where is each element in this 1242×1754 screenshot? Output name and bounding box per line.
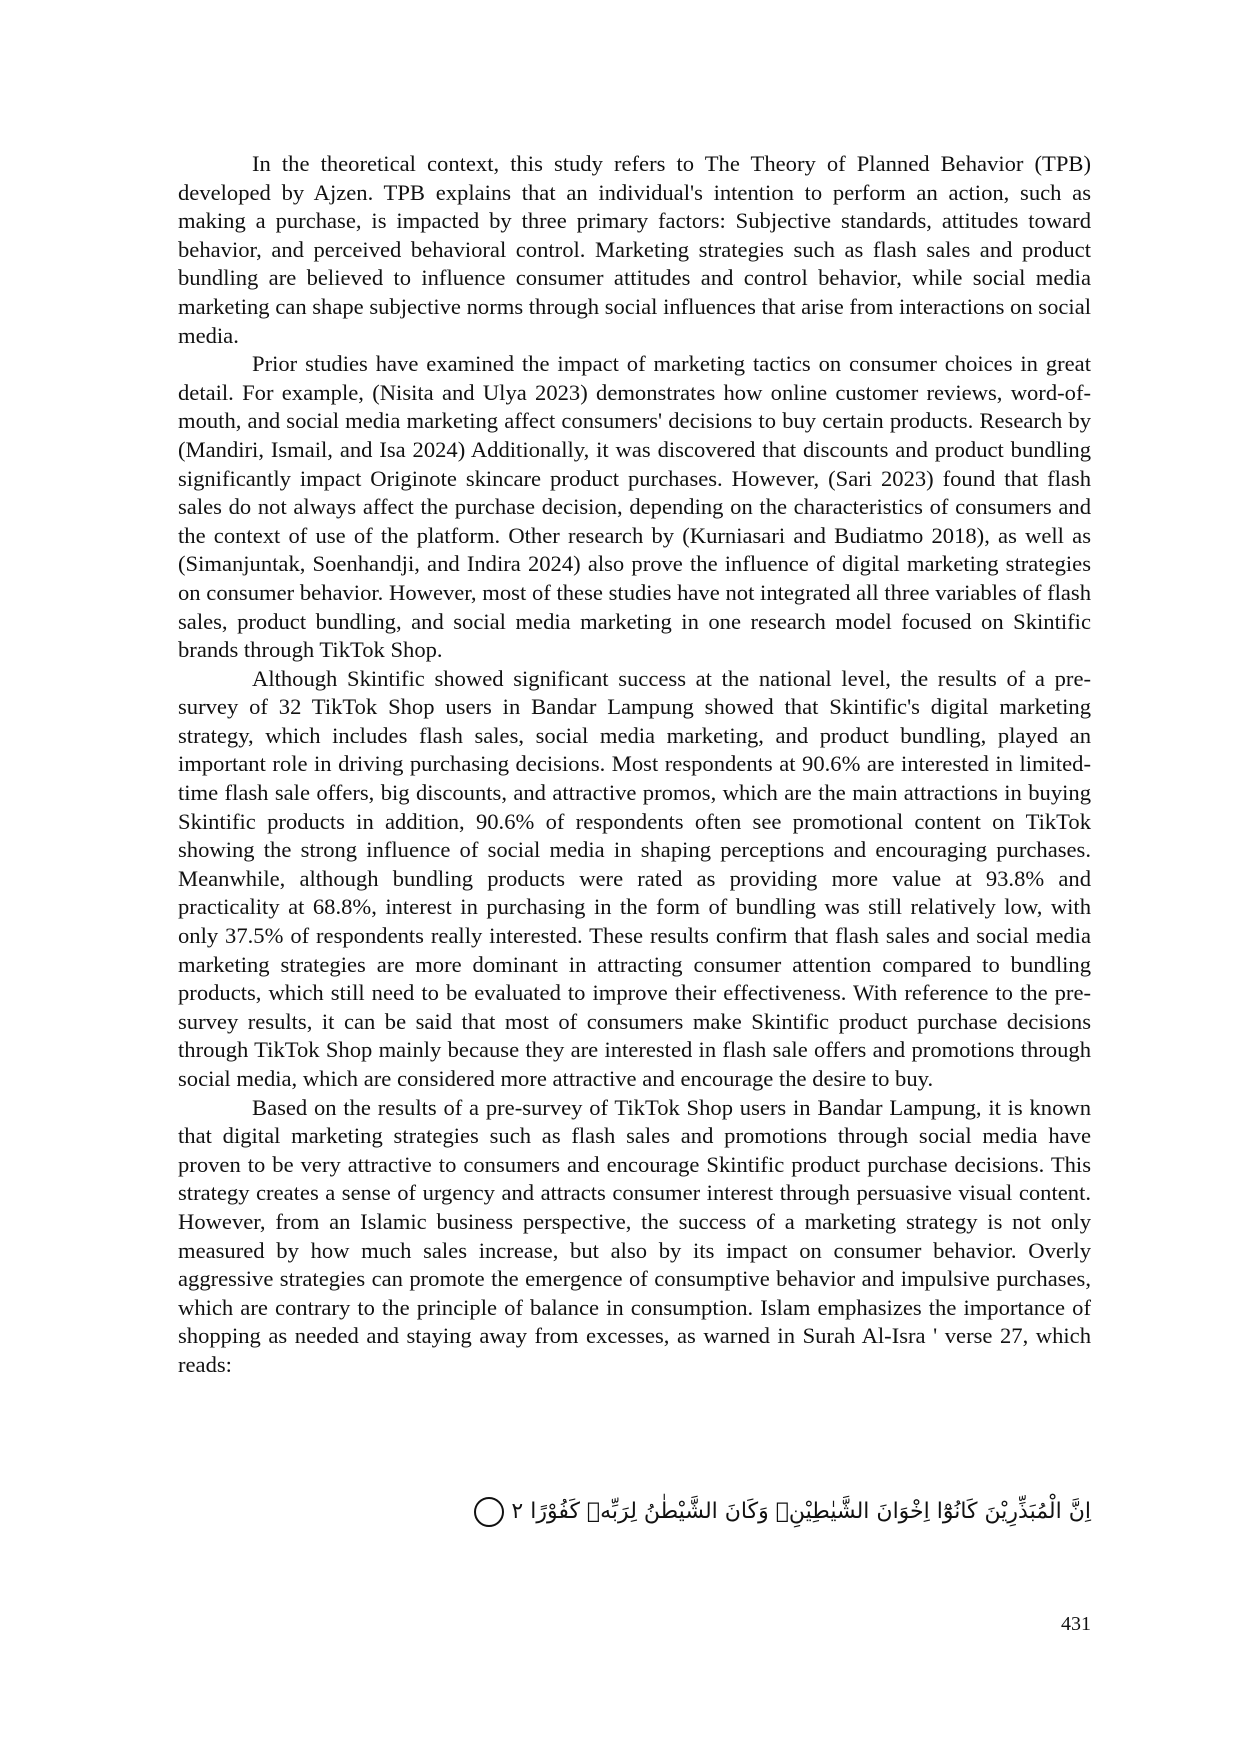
- quran-verse: [511, 1492, 1091, 1532]
- paragraph-theory: In the theoretical context, this study refers to The Theory of Planned Behavior (TPB) developed by Ajzen. TPB explains that an individual's intention to perform an action, such as making a purchase, is impacted by three primary factors: Subjective standards, attitudes toward behavior, and perceived behavioral control. Marketing strategies such as flash sales and product bundling are believed to influence consumer attitudes and control behavior, while social media marketing can shape subjective norms through social influences that arise from interactions on social media.: [178, 151, 1091, 348]
- verse-number: ٢: [511, 1499, 524, 1524]
- paragraph-prior-studies: Prior studies have examined the impact of marketing tactics on consumer choices in great detail. For example, (Nisita and Ulya 2023) demonstrates how online customer reviews, word-of-mouth, and social media marketing affect consumers' decisions to buy certain products. Research by (Mandiri, Ismail, and Isa 2024) Additionally, it was discovered that discounts and product bundling significantly impact Originote skincare product purchases. However, (Sari 2023) found that flash sales do not always affect the purchase decision, depending on the characteristics of consumers and the context of use of the platform. Other research by (Kurniasari and Budiatmo 2018), as well as (Simanjuntak, Soenhandji, and Indira 2024) also prove the influence of digital marketing strategies on consumer behavior. However, most of these studies have not integrated all three variables of flash sales, product bundling, and social media marketing in one research model focused on Skintific brands through TikTok Shop.: [178, 351, 1091, 663]
- verse-end-marker-icon: [474, 1497, 504, 1527]
- paragraph-islamic-perspective: Based on the results of a pre-survey of TikTok Shop users in Bandar Lampung, it is known that digital marketing strategies such as flash sales and promotions through social media have proven to be very attractive to consumers and encourage Skintific product purchase decisions. This strategy creates a sense of urgency and attracts consumer interest through persuasive visual content. However, from an Islamic business perspective, the success of a marketing strategy is not only measured by how much sales increase, but also by its impact on consumer behavior. Overly aggressive strategies can promote the emergence of consumptive behavior and impulsive purchases, which are contrary to the principle of balance in consumption. Islam emphasizes the importance of shopping as needed and staying away from excesses, as warned in Surah Al-Isra ' verse 27, which reads:: [178, 1094, 1091, 1377]
- page-body: [178, 150, 1091, 1380]
- verse-text: اِنَّ الْمُبَذِّرِيْنَ كَانُوْٓا اِخْوَانَ الشَّيٰطِيْنِۗ وَكَانَ الشَّيْطٰنُ لِرَبِّهٖ كَفُوْرًا: [530, 1499, 1091, 1524]
- paragraph-pre-survey: Although Skintific showed significant success at the national level, the results of a pre-survey of 32 TikTok Shop users in Bandar Lampung showed that Skintific's digital marketing strategy, which includes flash sales, social media marketing, and product bundling, played an important role in driving purchasing decisions. Most respondents at 90.6% are interested in limited-time flash sale offers, big discounts, and attractive promos, which are the main attractions in buying Skintific products in addition, 90.6% of respondents often see promotional content on TikTok showing the strong influence of social media in shaping perceptions and encouraging purchases. Meanwhile, although bundling products were rated as providing more value at 93.8% and practicality at 68.8%, interest in purchasing in the form of bundling was still relatively low, with only 37.5% of respondents really interested. These results confirm that flash sales and social media marketing strategies are more dominant in attracting consumer attention compared to bundling products, which still need to be evaluated to improve their effectiveness. With reference to the pre-survey results, it can be said that most of consumers make Skintific product purchase decisions through TikTok Shop mainly because they are interested in flash sale offers and promotions through social media, which are considered more attractive and encourage the desire to buy.: [178, 665, 1091, 1091]
- page-number: 431: [1061, 1613, 1091, 1635]
